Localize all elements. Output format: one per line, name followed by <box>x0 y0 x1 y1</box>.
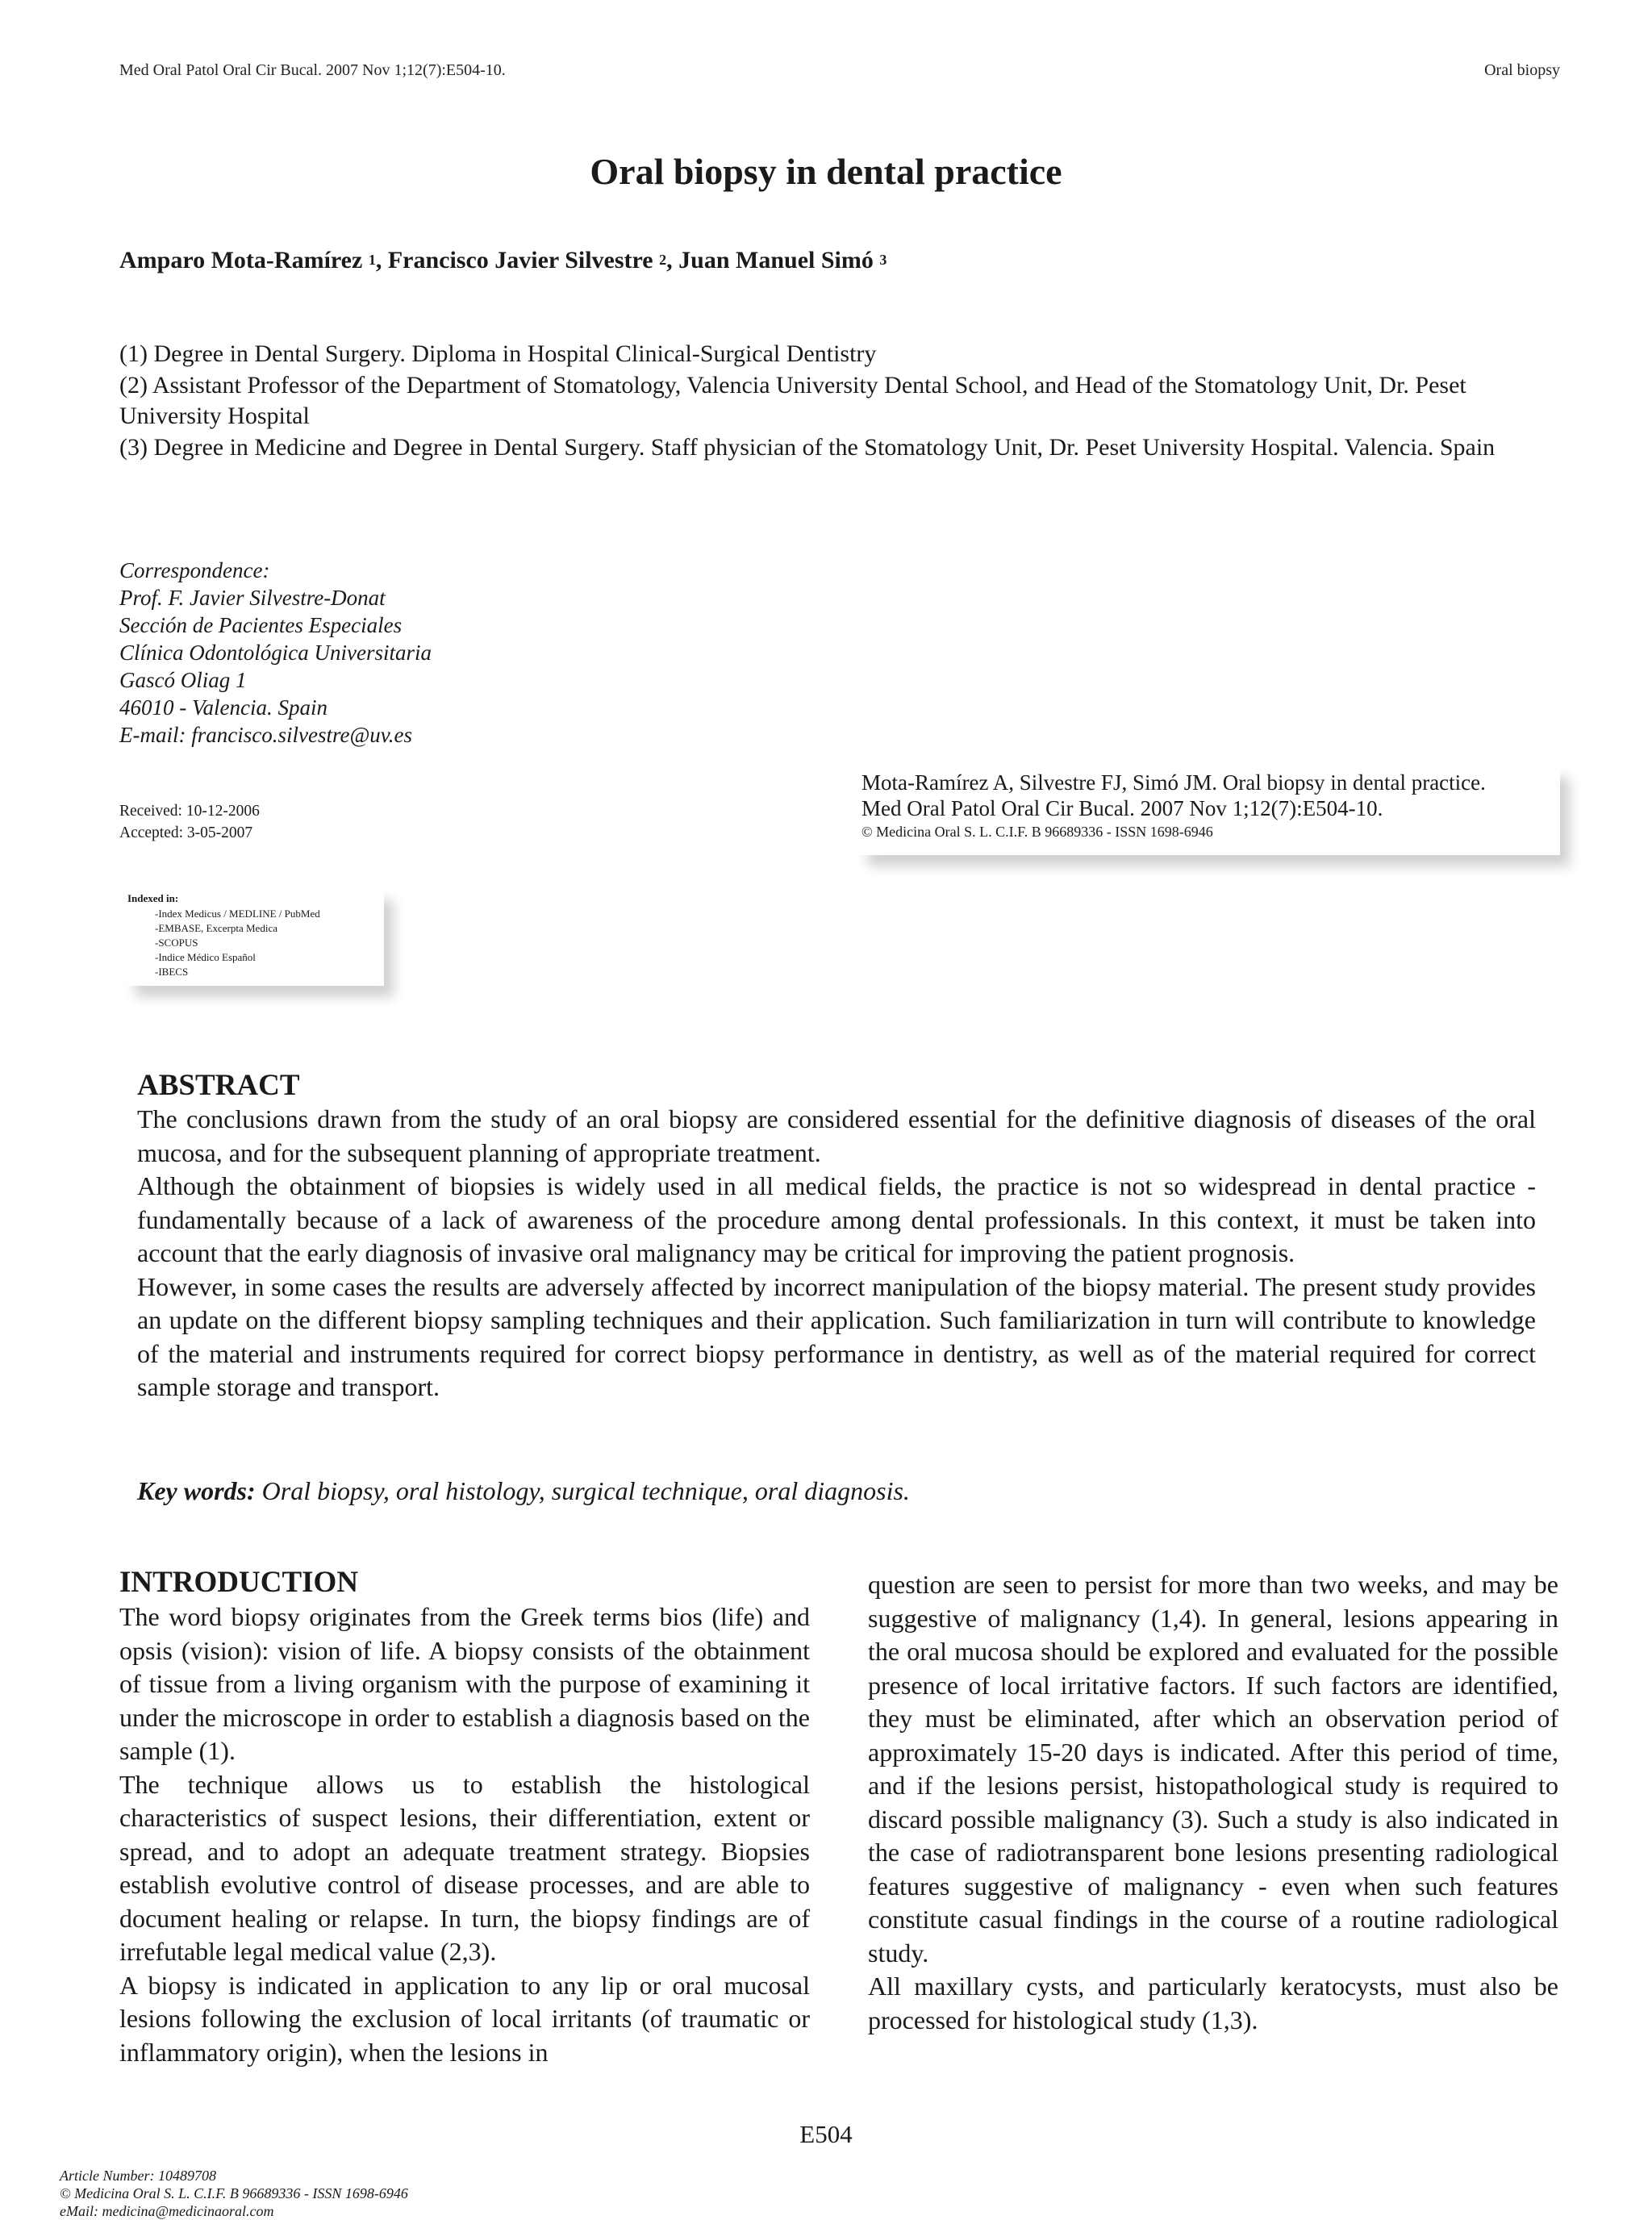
footer-copyright: © Medicina Oral S. L. C.I.F. B 96689336 - ISSN 1698-6946 <box>60 2185 408 2201</box>
received-date: Received: 10-12-2006 <box>119 803 260 820</box>
footer-block <box>60 2167 408 2220</box>
dates-block <box>119 800 260 844</box>
introduction-heading: INTRODUCTION <box>119 1566 359 1599</box>
correspondence-line: Gascó Oliag 1 <box>119 668 247 692</box>
correspondence-line: Clínica Odontológica Universitaria <box>119 641 432 665</box>
body-column-right <box>868 1568 1558 2037</box>
body-paragraph: All maxillary cysts, and particularly keratocysts, must also be processed for histological study (1,3). <box>868 1972 1558 2034</box>
abstract-paragraph: However, in some cases the results are adversely affected by incorrect manipulation of the biopsy material. The present study provides an update on the different biopsy sampling techniques and their application. Such familiarization in turn will contribute to knowledge of the material and instruments required for correct biopsy performance in dentistry, as well as of the material required for correct sample storage and transport. <box>137 1271 1536 1401</box>
keywords-text: Oral biopsy, oral histology, surgical technique, oral diagnosis. <box>261 1476 910 1505</box>
citation-copyright: © Medicina Oral S. L. C.I.F. B 96689336 - ISSN 1698-6946 <box>861 824 1213 840</box>
abstract-heading: ABSTRACT <box>137 1069 300 1102</box>
indexed-item: -Indice Médico Español <box>155 951 256 963</box>
author-list: Amparo Mota-Ramírez $^1$, Francisco Javier Silvestre $^2$, Juan Manuel Simó $^3$ <box>119 247 887 273</box>
abstract-paragraph: The conclusions drawn from the study of an oral biopsy are considered essential for the definitive diagnosis of diseases of the oral mucosa, and for the subsequent planning of appropriate treatment. <box>137 1104 1536 1167</box>
keywords-label: Key words: <box>137 1476 256 1505</box>
correspondence-block <box>119 557 432 749</box>
body-column-left <box>119 1565 810 2069</box>
indexed-title: Indexed in: <box>127 892 179 904</box>
author-name: Francisco Javier Silvestre <box>387 247 653 273</box>
affiliation-2: (2) Assistant Professor of the Department of Stomatology, Valencia University Dental School, and Head of the Stomatology Unit, Dr. Peset University Hospital <box>119 371 1466 429</box>
correspondence-label: Correspondence: <box>119 558 270 582</box>
correspondence-email: E-mail: francisco.silvestre@uv.es <box>119 723 412 747</box>
page-number: E504 <box>799 2120 853 2148</box>
footer-email: eMail: medicina@medicinaoral.com <box>60 2203 274 2219</box>
citation-line-2: Med Oral Patol Oral Cir Bucal. 2007 Nov 1;12(7):E504-10. <box>861 796 1383 820</box>
affiliations <box>119 339 1560 463</box>
author-superscript: 1 <box>368 252 376 268</box>
citation-line-1: Mota-Ramírez A, Silvestre FJ, Simó JM. Oral biopsy in dental practice. <box>861 770 1486 795</box>
abstract-paragraph: Although the obtainment of biopsies is widely used in all medical fields, the practice is not so widespread in dental practice - fundamentally because of a lack of awareness of the procedure among dental professionals. In this context, it must be taken into account that the early diagnosis of invasive oral malignancy may be critical for improving the patient prognosis. <box>137 1171 1536 1267</box>
indexed-item: -IBECS <box>155 966 189 978</box>
body-paragraph: The technique allows us to establish the histological characteristics of suspect lesions, their differentiation, extent or spread, and to adopt an adequate treatment strategy. Biopsies establish evolutive control of disease processes, and are able to document healing or relapse. In turn, the biopsy findings are of irrefutable legal medical value (2,3). <box>119 1769 810 1966</box>
indexed-in-box <box>126 889 384 986</box>
running-header-right: Oral biopsy <box>1484 61 1560 79</box>
footer-article-number: Article Number: 10489708 <box>60 2168 216 2184</box>
indexed-item: -SCOPUS <box>155 937 198 949</box>
author-superscript: 3 <box>879 252 887 268</box>
indexed-list <box>155 907 320 979</box>
author-name: Juan Manuel Simó <box>678 247 874 273</box>
correspondence-line: Prof. F. Javier Silvestre-Donat <box>119 586 386 610</box>
author-name: Amparo Mota-Ramírez <box>119 247 363 273</box>
body-paragraph: A biopsy is indicated in application to any lip or oral mucosal lesions following the exclusion of local irritants (of traumatic or inflammatory origin), when the lesions in <box>119 1970 810 2067</box>
correspondence-line: Sección de Pacientes Especiales <box>119 613 403 637</box>
accepted-date: Accepted: 3-05-2007 <box>119 824 253 841</box>
keywords-line <box>137 1476 910 1506</box>
indexed-item: -Index Medicus / MEDLINE / PubMed <box>155 908 320 920</box>
affiliation-3: (3) Degree in Medicine and Degree in Dental Surgery. Staff physician of the Stomatology Unit, Dr. Peset University Hospital. Valencia. Spain <box>119 433 1496 461</box>
affiliation-1: (1) Degree in Dental Surgery. Diploma in Hospital Clinical-Surgical Dentistry <box>119 340 877 367</box>
citation-box <box>858 766 1560 855</box>
correspondence-line: 46010 - Valencia. Spain <box>119 695 327 720</box>
running-header-left: Med Oral Patol Oral Cir Bucal. 2007 Nov 1;12(7):E504-10. <box>119 61 506 79</box>
body-paragraph: question are seen to persist for more than two weeks, and may be suggestive of malignancy (1,4). In general, lesions appearing in the oral mucosa should be explored and evaluated for the possible presence of local irritative factors. If such factors are identified, they must be eliminated, after which an observation period of approximately 15-20 days is indicated. After this period of time, and if the lesions persist, histopathological study is required to discard possible malignancy (3). Such a study is also indicated in the case of radiotransparent bone lesions presenting radiological features suggestive of malignancy - even when such features constitute casual findings in the course of a routine radiological study. <box>868 1570 1558 1968</box>
article-title: Oral biopsy in dental practice <box>590 151 1062 192</box>
indexed-item: -EMBASE, Excerpta Medica <box>155 922 277 934</box>
author-superscript: 2 <box>659 252 667 268</box>
body-paragraph: The word biopsy originates from the Greek terms bios (life) and opsis (vision): vision of life. A biopsy consists of the obtainment of tissue from a living organism with the purpose of examining it under the microscope in order to establish a diagnosis based on the sample (1). <box>119 1602 810 1765</box>
abstract-section <box>137 1069 1536 1404</box>
